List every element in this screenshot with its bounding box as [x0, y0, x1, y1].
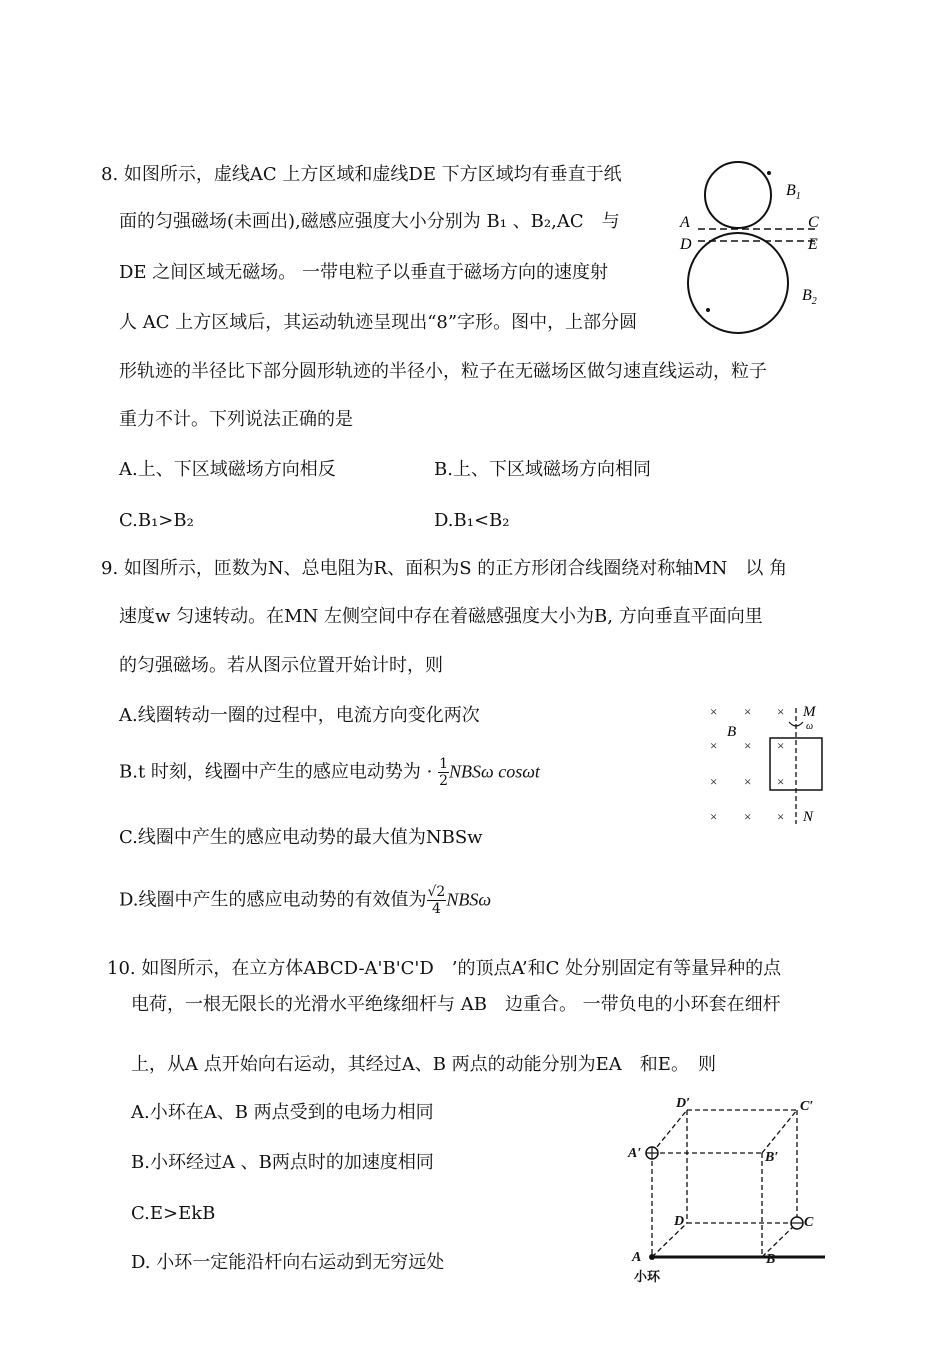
q10-line-2: 电荷，一根无限长的光滑水平绝缘细杆与 AB 边重合。 一带负电的小环套在细杆: [131, 994, 781, 1015]
q8-option-b: B.上、下区域磁场方向相同: [434, 459, 651, 480]
svg-text:×: ×: [744, 809, 752, 824]
q8-line-2: 面的匀强磁场(未画出),磁感应强度大小分别为 B₁ 、B₂,AC 与: [119, 211, 620, 232]
label-a: A: [680, 214, 690, 231]
svg-text:×: ×: [744, 774, 752, 789]
q9-option-d-expression: NBSω: [446, 889, 492, 910]
q9-option-c: C.线圈中产生的感应电动势的最大值为NBSw: [119, 827, 483, 848]
q9-option-d: [119, 884, 491, 917]
q10-option-d: D. 小环一定能沿杆向右运动到无穷远处: [131, 1252, 445, 1273]
label-a-prime: A′: [628, 1146, 642, 1161]
q10-option-b: B.小环经过A 、B两点时的加速度相同: [131, 1152, 434, 1173]
fraction-denominator: 4: [431, 901, 441, 917]
q10-option-a: A.小环在A、B 两点受到的电场力相同: [131, 1102, 434, 1123]
q9-option-a: A.线圈转动一圈的过程中，电流方向变化两次: [119, 705, 480, 726]
q9-line-1: 9. 如图所示，匝数为N、总电阻为R、面积为S 的正方形闭合线圈绕对称轴MN 以 角: [101, 558, 788, 579]
q10-line-1: 10. 如图所示，在立方体ABCD-A'B'C'D ’的顶点A’和C 处分别固定有等量异种的点: [107, 958, 782, 979]
label-c-prime: C′: [800, 1099, 814, 1114]
label-b-prime: B′: [765, 1150, 779, 1165]
q8-option-a: A.上、下区域磁场方向相反: [119, 459, 336, 480]
q8-line-3: DE 之间区域无磁场。 一带电粒子以垂直于磁场方向的速度射: [119, 262, 609, 283]
svg-text:×: ×: [710, 738, 718, 753]
q9-option-d-text: D.线圈中产生的感应电动势的有效值为: [119, 889, 427, 911]
svg-text:×: ×: [710, 809, 718, 824]
q8-line-4: 人 AC 上方区域后，其运动轨迹呈现出“8”字形。图中，上部分圆: [119, 312, 638, 333]
label-m: M: [803, 704, 816, 720]
lower-circle-trajectory: [688, 233, 788, 333]
svg-text:×: ×: [744, 738, 752, 753]
svg-text:×: ×: [744, 704, 752, 719]
label-omega: ω: [806, 721, 814, 732]
label-small-ring: 小环: [634, 1269, 661, 1284]
svg-text:×: ×: [777, 704, 785, 719]
q8-figure-eight-diagram: [670, 155, 830, 340]
q8-option-d: D.B₁<B₂: [434, 510, 510, 531]
q9-line-2: 速度w 匀速转动。在MN 左侧空间中存在着磁感强度大小为B, 方向垂直平面向里: [119, 606, 763, 627]
svg-text:×: ×: [777, 809, 785, 824]
label-b1: $B_1$: [786, 182, 801, 202]
q9-coil-diagram: [700, 700, 835, 830]
arrow-dot-lower: [706, 308, 710, 312]
q10-line-3: 上，从A 点开始向右运动，其经过A、B 两点的动能分别为EA 和E。 则: [131, 1054, 716, 1075]
small-ring-icon: [649, 1254, 655, 1260]
q9-option-b-fraction: [438, 756, 449, 789]
cube-edges: [652, 1110, 797, 1257]
label-b2: $B_2$: [802, 287, 817, 307]
svg-text:×: ×: [710, 774, 718, 789]
label-c: C: [808, 214, 819, 231]
upper-circle-trajectory: [705, 162, 771, 228]
label-d: D: [680, 236, 692, 253]
arrow-dot-upper: [767, 171, 771, 175]
label-b: B: [727, 724, 737, 740]
fraction-denominator: 2: [439, 773, 449, 789]
q9-option-b: [119, 756, 540, 789]
svg-text:×: ×: [777, 738, 785, 753]
q10-option-c: C.E>EkB: [131, 1203, 216, 1224]
q8-line-1: 8. 如图所示，虚线AC 上方区域和虚线DE 下方区域均有垂直于纸: [101, 164, 622, 185]
label-e: E: [808, 236, 818, 253]
q8-line-6: 重力不计。下列说法正确的是: [119, 409, 353, 430]
magnetic-field-crosses: [710, 704, 784, 824]
label-n: N: [803, 809, 814, 825]
fraction-numerator: √2: [427, 884, 446, 900]
q9-option-b-text: B.t 时刻，线圈中产生的感应电动势为 ·: [119, 761, 433, 783]
q9-option-d-fraction: [427, 884, 447, 917]
label-b: B: [766, 1252, 776, 1267]
q8-line-5: 形轨迹的半径比下部分圆形轨迹的半径小，粒子在无磁场区做匀速直线运动，粒子: [119, 361, 767, 382]
q9-option-b-expression: NBSω cosωt: [449, 761, 540, 782]
label-d-prime: D′: [676, 1096, 691, 1111]
label-d: D: [674, 1214, 685, 1229]
svg-text:×: ×: [777, 774, 785, 789]
label-a: A: [632, 1250, 642, 1265]
q8-option-c: C.B₁>B₂: [119, 510, 194, 531]
svg-text:×: ×: [710, 704, 718, 719]
fraction-numerator: 1: [439, 756, 449, 772]
charge-a-prime-icon: [646, 1147, 658, 1159]
q9-line-3: 的匀强磁场。若从图示位置开始计时，则: [119, 655, 443, 676]
charge-c-icon: [791, 1217, 803, 1229]
q10-cube-diagram: [620, 1095, 830, 1285]
label-c: C: [804, 1215, 814, 1230]
